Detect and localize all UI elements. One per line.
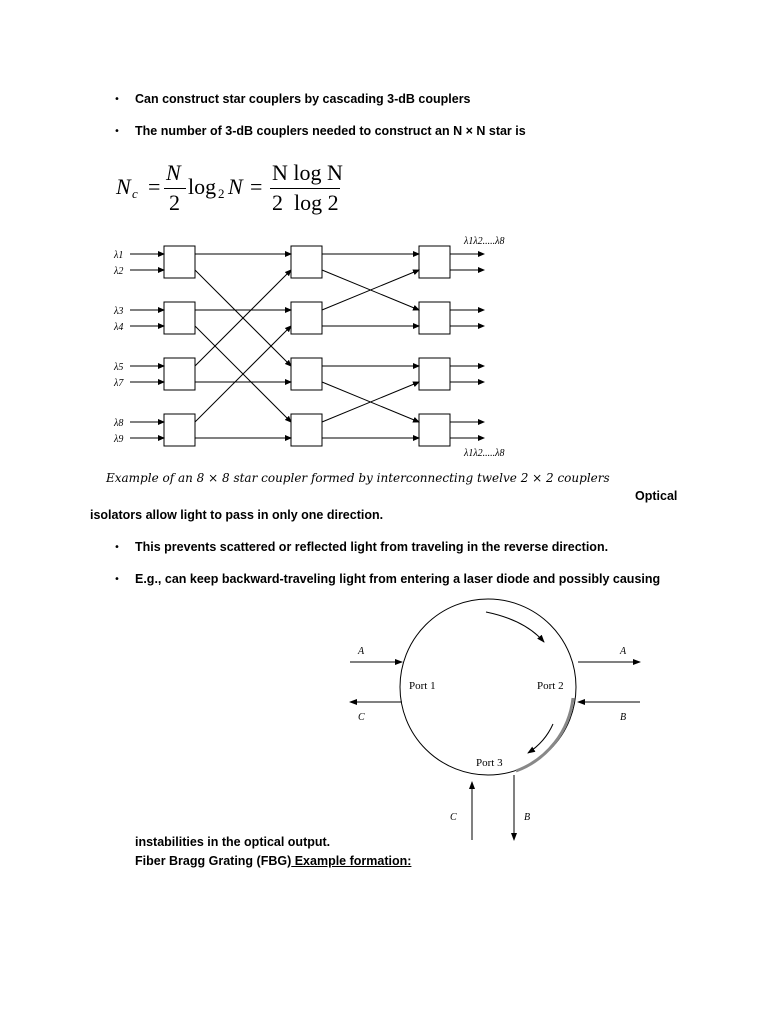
input-label-8: λ9	[114, 434, 124, 445]
formula-log: log	[188, 174, 217, 199]
bullet-dot: •	[114, 126, 120, 137]
label-c-in: C	[450, 812, 457, 823]
output-label-top: λ1λ2.....λ8	[464, 236, 505, 247]
star-coupler-caption: Example of an 8 × 8 star coupler formed by interconnecting twelve 2 × 2 couplers	[106, 471, 610, 485]
bullet-star-couplers: Can construct star couplers by cascading 3-dB couplers	[135, 92, 471, 106]
label-a-in: A	[358, 646, 365, 657]
fbg-heading-text: Fiber Bragg Grating (FBG)	[135, 854, 292, 868]
formula-frac2-den: 2 log 2	[272, 190, 339, 215]
input-label-6: λ7	[114, 378, 124, 389]
formula-lhs: N	[116, 174, 131, 199]
formula-log-sub: 2	[218, 186, 225, 201]
instabilities-line: instabilities in the optical output.	[135, 835, 331, 849]
output-label-bottom: λ1λ2.....λ8	[464, 448, 505, 459]
paragraph-optical: Optical	[635, 489, 678, 503]
circulator-diagram	[340, 590, 650, 850]
label-a-out: A	[620, 646, 627, 657]
port-3-label: Port 3	[476, 757, 503, 769]
formula-frac1-num: N	[166, 160, 181, 185]
input-label-7: λ8	[114, 418, 124, 429]
formula-lhs-sub: c	[132, 186, 138, 201]
bullet-dot: •	[114, 574, 120, 585]
label-c-out: C	[358, 712, 365, 723]
fbg-example-formation: Example formation:	[291, 854, 412, 868]
port-1-label: Port 1	[409, 680, 436, 692]
input-label-5: λ5	[114, 362, 124, 373]
bullet-dot: •	[114, 94, 120, 105]
port-2-label: Port 2	[537, 680, 564, 692]
fbg-heading	[135, 854, 411, 868]
formula-log-arg: N	[228, 174, 243, 199]
input-label-1: λ1	[114, 250, 124, 261]
input-label-2: λ2	[114, 266, 124, 277]
bullet-backward-light: E.g., can keep backward-traveling light from entering a laser diode and possibly causing	[135, 572, 661, 586]
bullet-dot: •	[114, 542, 120, 553]
label-b-in: B	[620, 712, 627, 723]
input-label-3: λ3	[114, 306, 124, 317]
input-label-4: λ4	[114, 322, 124, 333]
formula-frac2-num: N log N	[272, 160, 343, 185]
formula-frac1-den: 2	[169, 190, 180, 215]
bullet-coupler-count: The number of 3-dB couplers needed to construct an N × N star is	[135, 124, 526, 138]
coupler-count-formula: N c = N 2 log 2 N = N log N 2 log 2	[116, 160, 343, 215]
paragraph-isolators: isolators allow light to pass in only one direction.	[90, 508, 384, 522]
star-coupler-diagram	[108, 232, 528, 462]
bullet-prevents-scattered: This prevents scattered or reflected light from traveling in the reverse direction.	[135, 540, 609, 554]
label-b-out: B	[524, 812, 531, 823]
